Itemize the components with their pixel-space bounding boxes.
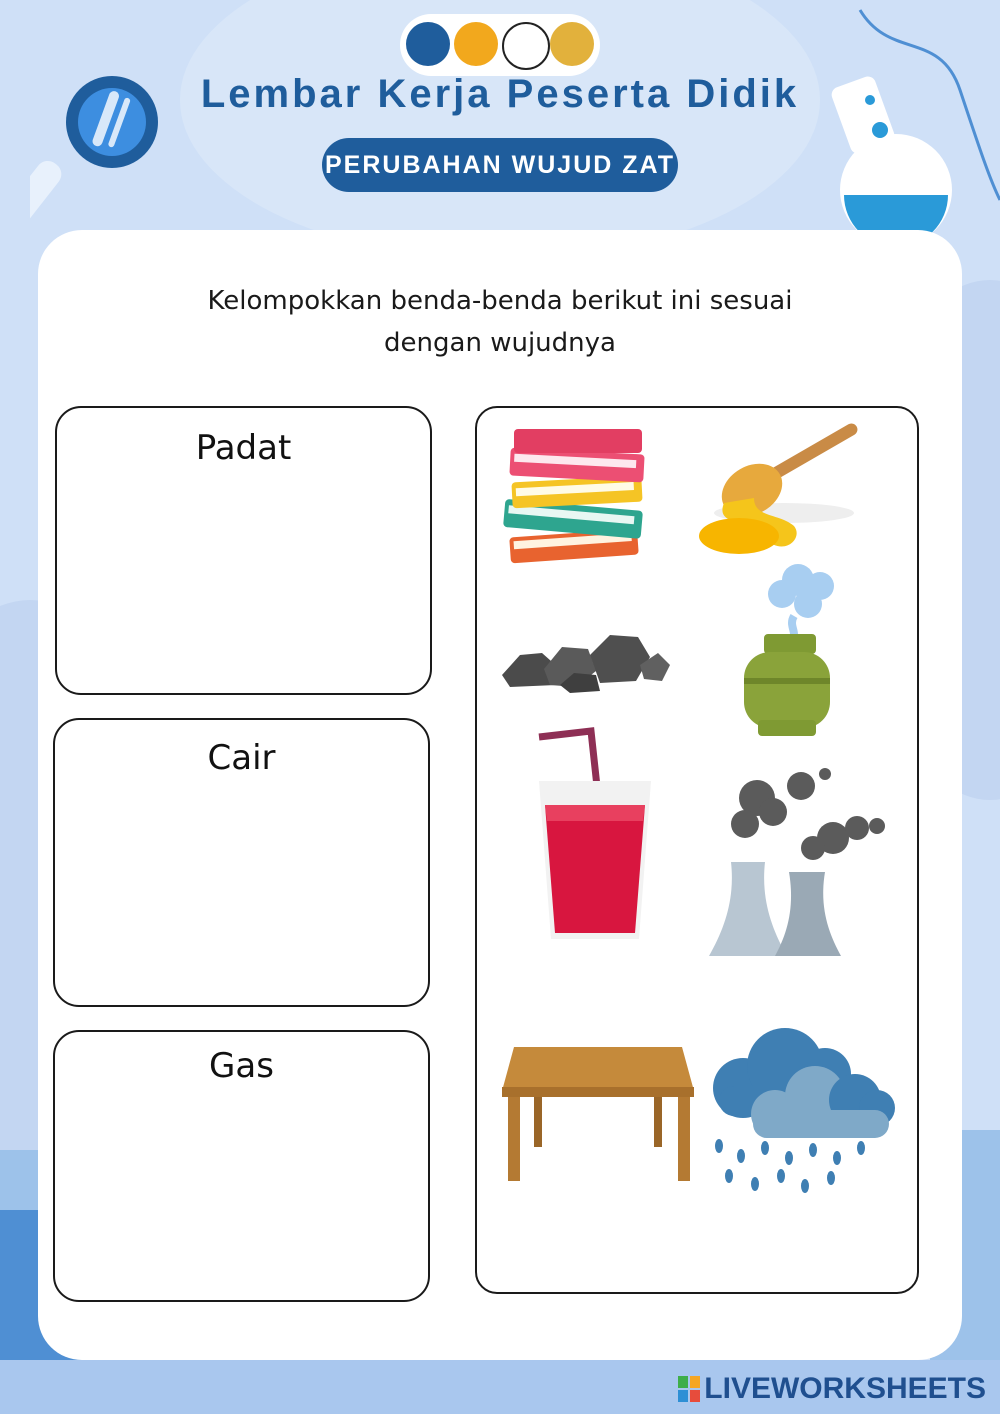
unm-logo — [502, 22, 550, 70]
rain-cloud-icon[interactable] — [705, 1026, 895, 1198]
instruction-line-2: dengan wujudnya — [384, 328, 616, 358]
juice-glass-icon[interactable] — [535, 725, 655, 943]
subtitle-badge: PERUBAHAN WUJUD ZAT — [322, 138, 678, 192]
books-icon[interactable] — [500, 425, 650, 570]
school-logo — [550, 22, 594, 66]
category-label-gas: Gas — [209, 1046, 274, 1086]
table-icon[interactable] — [500, 1043, 696, 1183]
merdeka-belajar-logo — [454, 22, 498, 66]
instruction-line-1: Kelompokkan benda-benda berikut ini sesuai — [207, 286, 793, 316]
drop-zone-padat[interactable] — [55, 406, 432, 695]
category-label-padat: Padat — [195, 428, 292, 468]
honey-dipper-icon[interactable] — [694, 418, 870, 563]
partner-logos — [400, 14, 600, 76]
liveworksheets-logo[interactable] — [678, 1372, 986, 1406]
gas-cylinder-icon[interactable] — [738, 560, 848, 740]
drop-zone-gas[interactable] — [53, 1030, 430, 1302]
stones-icon[interactable] — [500, 625, 672, 695]
live-badge-icon — [678, 1376, 700, 1402]
flask-icon — [800, 0, 1000, 240]
kemdikbud-logo — [406, 22, 450, 66]
footer-brand-text: LIVEWORKSHEETS — [704, 1372, 986, 1405]
category-label-cair: Cair — [207, 738, 276, 778]
instruction-text — [150, 280, 850, 364]
drop-zone-cair[interactable] — [53, 718, 430, 1007]
page-title: Lembar Kerja Peserta Didik — [200, 72, 800, 116]
cooling-tower-smoke-icon[interactable] — [705, 768, 891, 958]
